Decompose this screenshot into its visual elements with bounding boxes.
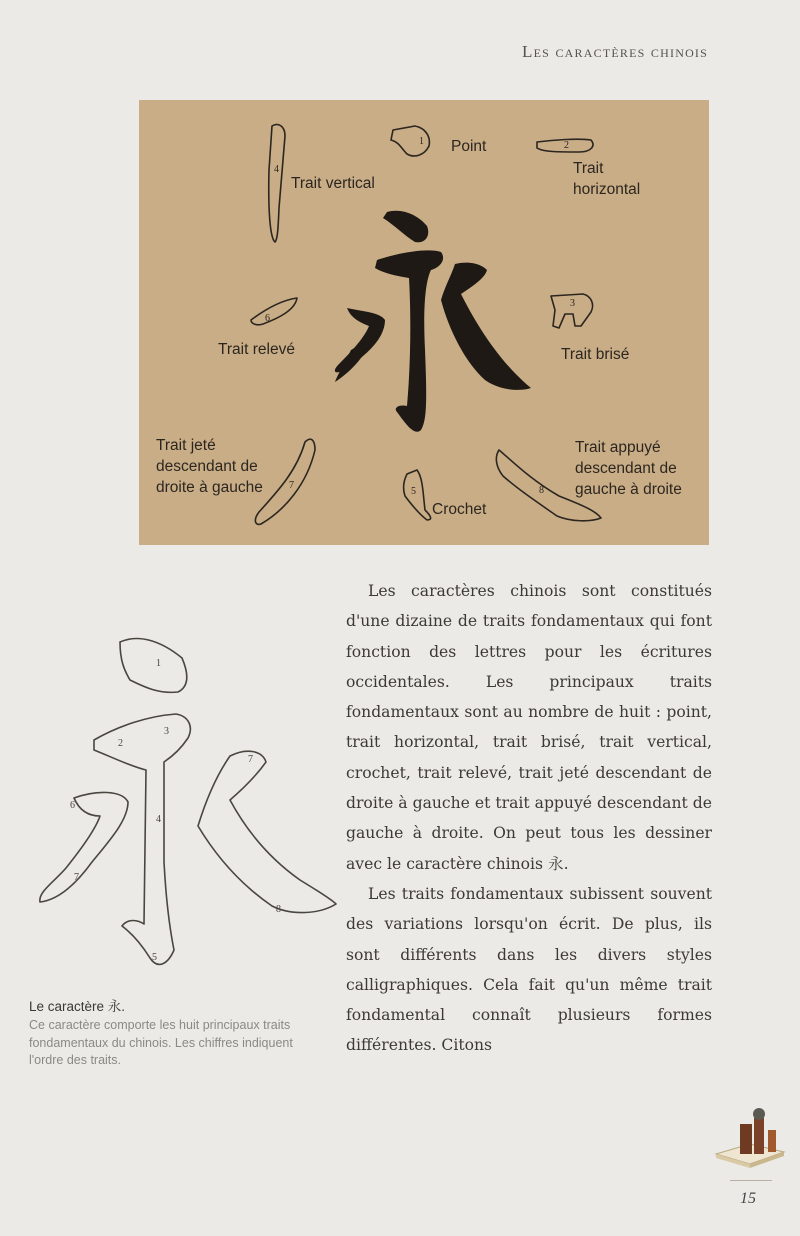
label-crochet: Crochet (432, 501, 487, 518)
decorative-books-image (710, 1100, 790, 1175)
stroke-num-1: 1 (419, 136, 424, 147)
running-title: Les caractères chinois (522, 42, 708, 61)
stroke-shape-5 (404, 470, 431, 520)
stroke-shape-6 (251, 298, 297, 325)
character-yong-calligraphy (335, 211, 531, 432)
figure-caption (29, 997, 319, 1070)
label-brise: Trait brisé (561, 346, 630, 363)
paragraph-1: Les caractères chinois sont constitués d'une dizaine de traits fondamentaux qui font fonction des lettres pour les écritures occidentales. Les principaux traits fondamentaux sont au nombre de huit : point, trait horizontal, trait brisé, trait vertical, crochet, trait relevé, trait jeté descendant de droite à gauche et trait appuyé descendant de gauche à droite. On peut tous les dessiner avec le caractère chinois 永. (346, 582, 712, 873)
label-jete: Trait jeté descendant de droite à gauche (156, 437, 263, 496)
body-text (346, 576, 712, 1061)
outline-num-6: 6 (70, 800, 75, 811)
page-number: 15 (740, 1190, 756, 1207)
stroke-num-4: 4 (274, 164, 279, 175)
character-outline-figure (30, 630, 340, 990)
stroke-num-6: 6 (265, 313, 270, 324)
strokes-illustration (139, 100, 709, 545)
outline-num-1: 1 (156, 658, 161, 669)
outline-num-5: 5 (152, 952, 157, 963)
label-horizontal: Trait horizontal (573, 160, 641, 198)
outline-num-2: 2 (118, 738, 123, 749)
stroke-num-5: 5 (411, 486, 416, 497)
outline-num-8: 8 (276, 904, 281, 915)
label-appuye: Trait appuyé descendant de gauche à droite (575, 439, 682, 498)
stroke-shape-7 (255, 439, 315, 524)
caption-title: Le caractère 永. (29, 999, 126, 1014)
page-number-rule (730, 1180, 772, 1181)
outline-stroke-6-7 (40, 792, 128, 902)
stroke-num-3: 3 (570, 298, 575, 309)
caption-text: Ce caractère comporte les huit principaux traits fondamentaux du chinois. Les chiffres indiquent l'ordre des traits. (29, 1018, 293, 1067)
outline-num-3: 3 (164, 726, 169, 737)
outline-stroke-4-8 (198, 751, 336, 912)
stroke-num-7: 7 (289, 480, 294, 491)
stroke-num-2: 2 (564, 140, 569, 151)
label-point: Point (451, 138, 487, 155)
label-releve: Trait relevé (218, 341, 295, 358)
outline-num-7: 7 (74, 872, 79, 883)
outline-stroke-1 (120, 639, 187, 693)
paragraph-2: Les traits fondamentaux subissent souvent des variations lorsqu'on écrit. De plus, ils sont différents dans les divers styles calligraphiques. Cela fait qu'un même trait fondamental connaît plusieurs formes différentes. Citons (346, 884, 712, 1055)
stroke-shape-4 (269, 124, 285, 242)
stroke-num-8: 8 (539, 485, 544, 496)
label-vertical: Trait vertical (291, 175, 375, 192)
outline-stroke-2-3-5 (94, 714, 190, 964)
outline-num-7b: 7 (248, 754, 253, 765)
outline-num-4: 4 (156, 814, 161, 825)
